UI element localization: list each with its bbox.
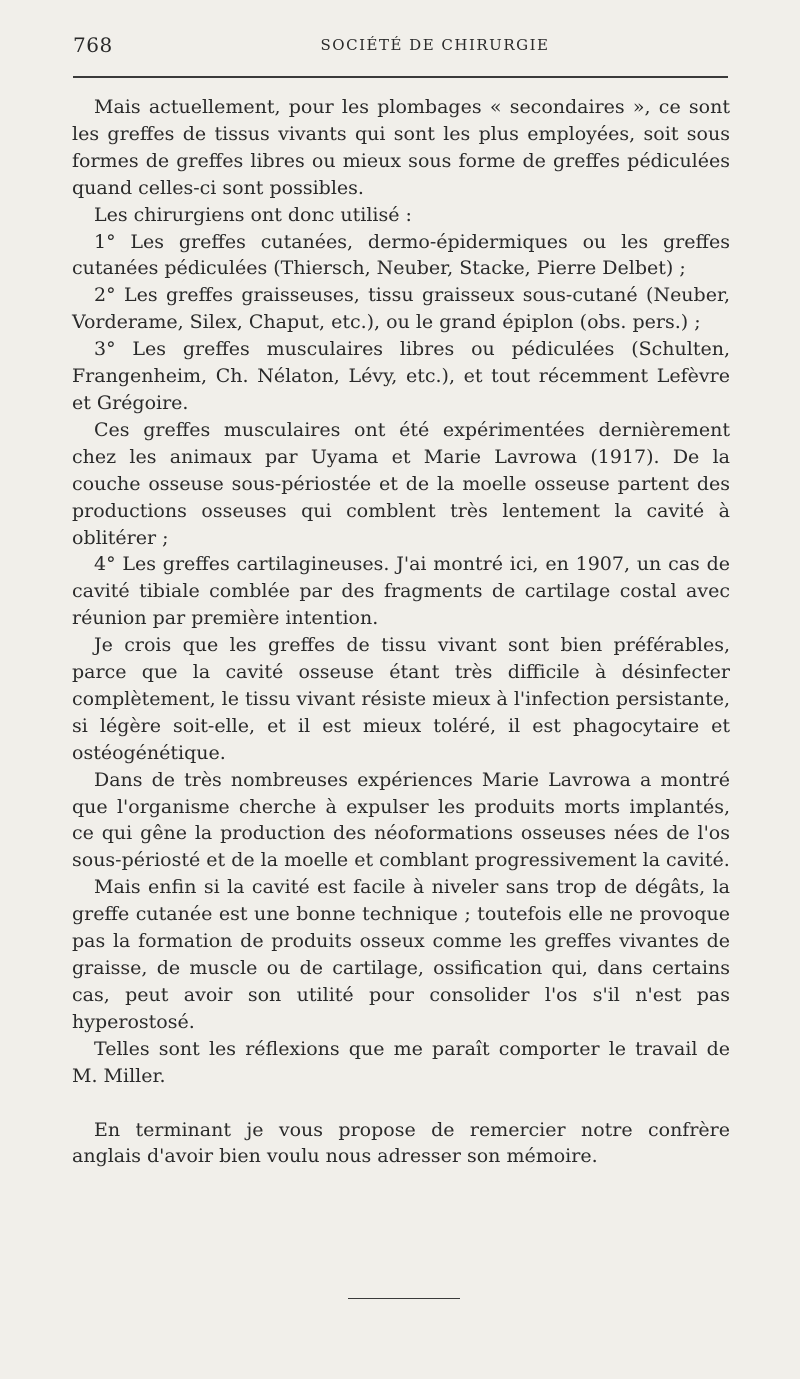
paragraph: Je crois que les greffes de tissu vivant sont bien préférables, parce que la cavité osseuse étant très difficile à désinfecter complètement, le tissu vivant résiste mieux à l'infection persistante, si légère soit-elle, et il est mieux toléré, il est phagocytaire et ostéogénétique. — [72, 634, 730, 764]
list-item-4: 4° Les greffes cartilagineuses. J'ai montré ici, en 1907, un cas de cavité tibiale comblée par des fragments de cartilage costal avec réunion par première intention. — [72, 553, 730, 630]
paragraph: Telles sont les réflexions que me paraît comporter le travail de M. Miller. — [72, 1037, 730, 1087]
page-number: 768 — [73, 33, 113, 57]
end-rule — [348, 1298, 460, 1299]
body-text — [72, 94, 730, 1170]
paragraph: Mais actuellement, pour les plombages « secondaires », ce sont les greffes de tissus vivants qui sont les plus employées, soit sous formes de greffes libres ou mieux sous forme de greffes pédiculées quand celles-ci sont possibles. — [72, 96, 730, 199]
list-item-1: 1° Les greffes cutanées, dermo-épidermiques ou les greffes cutanées pédiculées (Thiersch, Neuber, Stacke, Pierre Delbet) ; — [72, 230, 730, 280]
paragraph: Dans de très nombreuses expériences Marie Lavrowa a montré que l'organisme cherche à expulser les produits morts implantés, ce qui gêne la production des néoformations osseuses nées de l'os sous-périosté et de la moelle et comblant progressivement la cavité. — [72, 768, 730, 872]
list-item-2: 2° Les greffes graisseuses, tissu graisseux sous-cutané (Neuber, Vorderame, Silex, Chaput, etc.), ou le grand épiplon (obs. pers.) ; — [72, 284, 730, 334]
paragraph: Ces greffes musculaires ont été expérimentées dernièrement chez les animaux par Uyama et Marie Lavrowa (1917). De la couche osseuse sous-périostée et de la moelle osseuse partent des productions osseuses qui comblent très lentement la cavité à oblitérer ; — [72, 418, 730, 549]
running-title: SOCIÉTÉ DE CHIRURGIE — [320, 36, 550, 54]
paragraph: Les chirurgiens ont donc utilisé : — [94, 203, 412, 226]
closing-paragraph: En terminant je vous propose de remercier notre confrère anglais d'avoir bien voulu nous adresser son mémoire. — [72, 1118, 730, 1168]
list-item-3: 3° Les greffes musculaires libres ou pédiculées (Schulten, Frangenheim, Ch. Nélaton, Lévy, etc.), et tout récemment Lefèvre et Grégoire. — [72, 338, 730, 414]
paragraph: Mais enfin si la cavité est facile à niveler sans trop de dégâts, la greffe cutanée est une bonne technique ; toutefois elle ne provoque pas la formation de produits osseux comme les greffes vivantes de graisse, de muscle ou de cartilage, ossification qui, dans certains cas, peut avoir son utilité pour consolider l'os s'il n'est pas hyperostosé. — [72, 876, 730, 1033]
header-rule — [73, 76, 728, 78]
